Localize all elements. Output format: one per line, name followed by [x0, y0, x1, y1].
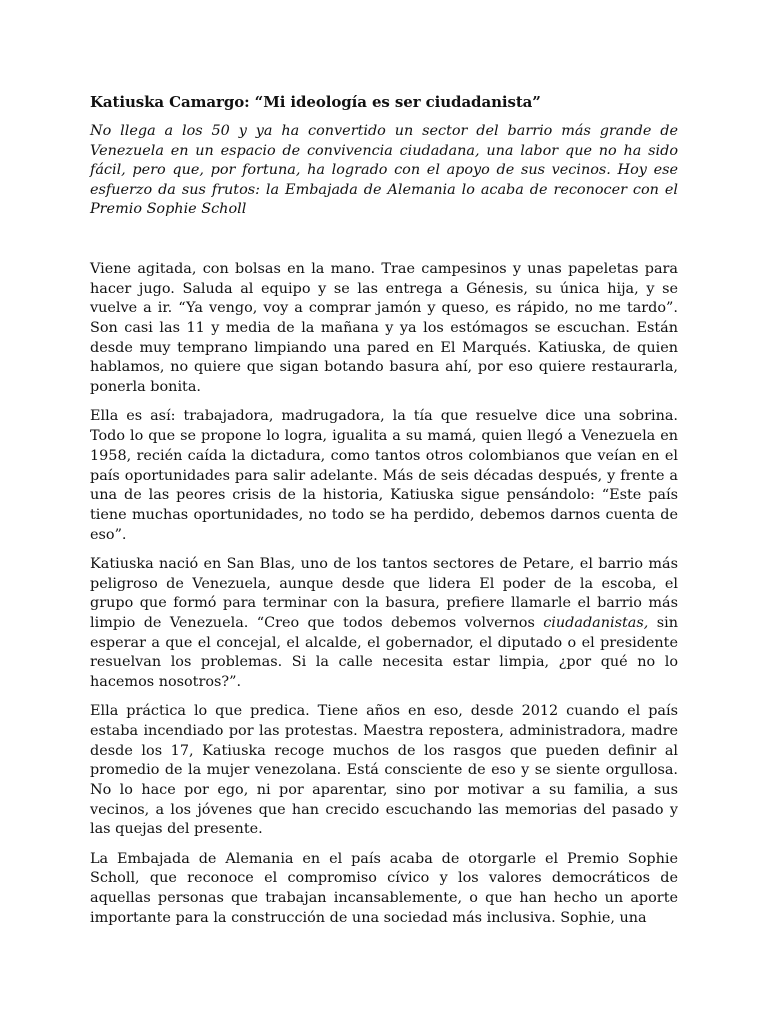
paragraph-3-text-a: Katiuska nació en San Blas, uno de los tantos sectores de Petare, el barrio más peligroso de Venezuela, aunque desde que lidera El poder de la escoba, el grupo que formó para terminar con la basura, prefiere llamarle el barrio más limpio de Venezuela. “Creo que todos debemos volvernos [90, 555, 678, 631]
emphasis-ciudadanistas: ciudadanistas, [543, 614, 649, 631]
paragraph-5: La Embajada de Alemania en el país acaba de otorgarle el Premio Sophie Scholl, que reconoce el compromiso cívico y los valores democráticos de aquellas personas que trabajan incansablemente, o que han hecho un aporte importante para la construcción de una sociedad más inclusiva. Sophie, una [90, 850, 678, 926]
article-title: Katiuska Camargo: “Mi ideología es ser ciudadanista” [90, 93, 541, 111]
paragraph-4: Ella práctica lo que predica. Tiene años en eso, desde 2012 cuando el país estaba incendiado por las protestas. Maestra repostera, administradora, madre desde los 17, Katiuska recoge muchos de los rasgos que pueden definir al promedio de la mujer venezolana. Está consciente de eso y se siente orgullosa. No lo hace por ego, ni por aparentar, sino por motivar a su familia, a sus vecinos, a los jóvenes que han crecido escuchando las memorias del pasado y las quejas del presente. [90, 703, 678, 838]
paragraph-2: Ella es así: trabajadora, madrugadora, la tía que resuelve dice una sobrina. Todo lo que se propone lo logra, igualita a su mamá, quien llegó a Venezuela en 1958, recién caída la dictadura, como tantos otros colombianos que veían en el país oportunidades para salir adelante. Más de seis décadas después, y frente a una de las peores crisis de la historia, Katiuska sigue pensándolo: “Este país tiene muchas oportunidades, no todo se ha perdido, debemos darnos cuenta de eso”. [90, 408, 678, 543]
article-lead: No llega a los 50 y ya ha convertido un sector del barrio más grande de Venezuela en un espacio de convivencia ciudadana, una labor que no ha sido fácil, pero que, por fortuna, ha logrado con el apoyo de sus vecinos. Hoy ese esfuerzo da sus frutos: la Embajada de Alemania lo acaba de reconocer con el Premio Sophie Scholl [90, 123, 678, 218]
paragraph-3-text-b: sin esperar a que el concejal, el alcalde, el gobernador, el diputado o el presidente resuelvan los problemas. Si la calle necesita estar limpia, ¿por qué no lo hacemos nosotros?”. [90, 614, 678, 691]
paragraph-3 [90, 555, 678, 693]
paragraph-1: Viene agitada, con bolsas en la mano. Trae campesinos y unas papeletas para hacer jugo. Saluda al equipo y se las entrega a Génesis, su única hija, y se vuelve a ir. “Ya vengo, voy a comprar jamón y queso, es rápido, no me tardo”. Son casi las 11 y media de la mañana y ya los estómagos se escuchan. Están desde muy temprano limpiando una pared en El Marqués. Katiuska, de quien hablamos, no quiere que sigan botando basura ahí, por eso quiere restaurarla, ponerla bonita. [90, 260, 678, 396]
document-page [90, 92, 678, 928]
